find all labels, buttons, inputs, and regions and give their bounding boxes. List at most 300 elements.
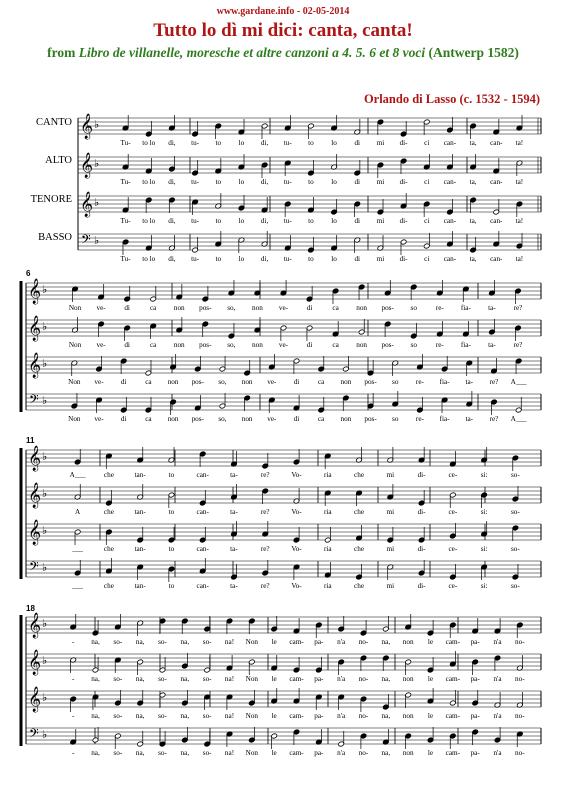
lyric-syllable: ta- [488, 341, 496, 349]
flat-key-signature-icon: ♭ [94, 235, 100, 247]
lyric-syllable: Non [245, 712, 259, 720]
lyric-syllable: no- [515, 749, 525, 757]
lyric-syllable: ve- [94, 378, 104, 386]
voice-name-canto: CANTO [36, 117, 72, 128]
lyric-syllable: ta, [469, 178, 477, 186]
lyric-syllable: di- [399, 178, 408, 186]
lyric-syllable: - [71, 675, 75, 683]
lyric-syllable: pa- [314, 712, 324, 720]
lyric-syllable: pa- [314, 749, 324, 757]
lyric-syllable: non [356, 304, 368, 312]
lyric-syllable: can- [443, 139, 457, 147]
lyric-syllable: cam- [445, 675, 461, 683]
lyric-syllable: che [103, 545, 114, 553]
lyric-syllable: Tu- [120, 255, 131, 263]
lyric-syllable: ce- [448, 508, 458, 516]
lyric-syllable: di, [260, 217, 269, 225]
lyric-syllable: ta! [515, 217, 524, 225]
lyric-syllable: Non [245, 749, 259, 757]
lyric-syllable: ve- [96, 304, 106, 312]
lyric-syllable: che [103, 508, 114, 516]
lyric-syllable: ve- [267, 415, 277, 423]
lyric-syllable: so, [218, 378, 227, 386]
lyric-syllable: ca [149, 341, 157, 349]
lyric-syllable: can- [196, 508, 209, 516]
lyric-syllable: ca [145, 415, 152, 423]
lyric-syllable: non [167, 378, 179, 386]
lyric-syllable: so, [218, 415, 227, 423]
lyric-syllable: si: [480, 508, 488, 516]
lyric-syllable: Vo- [291, 582, 302, 590]
lyric-syllable: Tu- [120, 217, 131, 225]
lyric-syllable: pos- [199, 304, 212, 312]
lyric-syllable: di, [260, 178, 269, 186]
treble-clef-icon: 𝄞 [28, 649, 42, 674]
lyric-syllable: to [308, 139, 314, 147]
lyric-syllable: pa- [470, 638, 480, 646]
lyric-syllable: Vo- [291, 471, 302, 479]
lyric-syllable: na, [180, 638, 190, 646]
flat-key-signature-icon: ♭ [42, 525, 48, 537]
lyric-syllable: non [173, 341, 185, 349]
lyric-syllable: ci [424, 139, 430, 147]
lyric-syllable: ta, [469, 255, 477, 263]
lyric-syllable: na, [91, 638, 100, 646]
lyric-syllable: Tu- [120, 178, 131, 186]
lyric-syllable: to [308, 178, 314, 186]
lyric-syllable: di- [417, 545, 426, 553]
lyric-syllable: di, [168, 178, 176, 186]
lyric-syllable: non [402, 675, 414, 683]
flat-key-signature-icon: ♭ [94, 197, 100, 209]
lyric-syllable: tan- [134, 545, 146, 553]
lyric-syllable: cam- [445, 712, 461, 720]
lyric-syllable: na, [91, 749, 100, 757]
lyric-syllable: n'a [337, 749, 346, 757]
lyric-syllable: lo [331, 255, 337, 263]
lyric-syllable: mi [376, 217, 385, 225]
lyric-syllable: na, [91, 675, 100, 683]
lyric-syllable: ta- [230, 471, 238, 479]
lyric-syllable: Non [68, 341, 82, 349]
lyric-syllable: pa- [470, 675, 480, 683]
lyric-syllable: to lo [142, 178, 156, 186]
lyric-syllable: n'a [337, 675, 346, 683]
lyric-syllable: pos- [381, 341, 394, 349]
lyric-syllable: to [168, 545, 175, 553]
subtitle-prefix: from [47, 45, 79, 60]
lyric-syllable: no- [358, 749, 369, 757]
lyric-syllable: lo [238, 255, 245, 263]
lyric-syllable: re- [435, 341, 444, 349]
lyric-syllable: can- [196, 471, 209, 479]
lyric-syllable: di [124, 304, 130, 312]
lyric-syllable: ca [145, 378, 152, 386]
treble-clef-icon: 𝄞 [28, 445, 42, 470]
flat-key-signature-icon: ♭ [42, 618, 48, 630]
lyric-syllable: re- [435, 304, 444, 312]
lyric-syllable: A [75, 508, 81, 516]
lyric-syllable: di- [417, 582, 426, 590]
lyric-syllable: tu- [283, 139, 292, 147]
lyric-syllable: so- [158, 712, 167, 720]
lyric-syllable: so [410, 304, 417, 312]
lyric-syllable: di- [399, 139, 408, 147]
lyric-syllable: ta, [469, 217, 477, 225]
lyric-syllable: so- [113, 675, 123, 683]
lyric-syllable: fia- [439, 415, 450, 423]
voice-name-alto: ALTO [45, 155, 72, 166]
lyric-syllable: Non [68, 378, 81, 386]
lyric-syllable: ta- [230, 545, 238, 553]
lyric-syllable: mi [386, 582, 395, 590]
lyric-syllable: so [410, 341, 417, 349]
lyric-syllable: non [252, 304, 263, 312]
lyric-syllable: di, [168, 217, 176, 225]
lyric-syllable: to [308, 217, 314, 225]
lyric-syllable: so- [202, 675, 212, 683]
lyric-syllable: - [71, 749, 75, 757]
lyric-syllable: tan- [134, 508, 146, 516]
lyric-syllable: re? [260, 582, 270, 590]
lyric-syllable: tu- [283, 217, 292, 225]
lyric-syllable: lo [238, 139, 245, 147]
lyric-syllable: n'a [337, 638, 346, 646]
lyric-syllable: non [402, 638, 414, 646]
lyric-syllable: na! [224, 638, 235, 646]
lyric-syllable: non [167, 415, 179, 423]
lyric-syllable: no- [515, 675, 525, 683]
lyric-syllable: can- [443, 217, 457, 225]
lyric-syllable: n'a [493, 749, 502, 757]
lyric-syllable: re? [489, 378, 499, 386]
lyric-syllable: na! [224, 749, 235, 757]
lyric-syllable: na, [381, 749, 391, 757]
lyric-syllable: ce- [448, 582, 458, 590]
lyric-syllable: na, [381, 712, 391, 720]
lyric-syllable: di- [417, 508, 426, 516]
lyric-syllable: ta! [515, 178, 524, 186]
lyric-syllable: pa- [470, 749, 480, 757]
lyric-syllable: ta- [488, 304, 496, 312]
lyric-syllable: non [340, 378, 352, 386]
lyric-syllable: tu- [283, 178, 292, 186]
lyric-syllable: na, [91, 712, 100, 720]
lyric-syllable: cam- [445, 638, 461, 646]
lyric-syllable: no- [358, 638, 369, 646]
lyric-syllable: non [252, 341, 263, 349]
lyric-syllable: so- [113, 712, 123, 720]
treble-clef-icon: 𝄞 [28, 315, 42, 340]
lyric-syllable: Non [68, 415, 81, 423]
lyric-syllable: cam- [289, 712, 304, 720]
lyric-syllable: mi [376, 139, 385, 147]
flat-key-signature-icon: ♭ [42, 451, 48, 463]
lyric-syllable: ci [424, 217, 430, 225]
lyric-syllable: to [215, 139, 222, 147]
lyric-syllable: to [308, 255, 314, 263]
lyric-syllable: ve- [278, 304, 289, 312]
lyric-syllable: tu- [283, 255, 292, 263]
voice-name-basso: BASSO [38, 232, 72, 243]
lyric-syllable: si: [480, 545, 488, 553]
lyric-syllable: n'a [493, 675, 502, 683]
lyric-syllable: ca [317, 378, 325, 386]
bass-clef-icon: 𝄢 [29, 394, 39, 410]
lyric-syllable: di- [399, 255, 408, 263]
voice-name-tenore: TENORE [30, 194, 72, 205]
flat-key-signature-icon: ♭ [42, 321, 48, 333]
lyric-syllable: pos- [381, 304, 394, 312]
lyric-syllable: re- [415, 415, 424, 423]
lyric-syllable: can- [196, 582, 209, 590]
lyric-syllable: che [354, 545, 365, 553]
lyric-syllable: to [215, 255, 222, 263]
lyric-syllable: n'a [493, 638, 502, 646]
lyric-syllable: che [103, 471, 114, 479]
flat-key-signature-icon: ♭ [42, 284, 48, 296]
lyric-syllable: tan- [134, 471, 146, 479]
lyric-syllable: ve- [267, 378, 277, 386]
flat-key-signature-icon: ♭ [42, 488, 48, 500]
lyric-syllable: le [271, 712, 277, 720]
lyric-syllable: so- [202, 638, 212, 646]
lyric-syllable: so [392, 415, 399, 423]
lyric-syllable: so- [158, 638, 167, 646]
lyric-syllable: n'a [493, 712, 502, 720]
lyric-syllable: so, [227, 341, 236, 349]
lyric-syllable: si: [480, 471, 488, 479]
lyric-syllable: ta- [465, 415, 474, 423]
lyric-syllable: ca [332, 341, 339, 349]
lyric-syllable: pa- [470, 712, 480, 720]
flat-key-signature-icon: ♭ [42, 729, 48, 741]
lyric-syllable: Non [245, 638, 259, 646]
lyric-syllable: di- [399, 217, 408, 225]
lyric-syllable: pa- [314, 638, 324, 646]
lyric-syllable: na, [180, 749, 190, 757]
lyric-syllable: re? [489, 415, 499, 423]
lyric-syllable: mi [386, 545, 395, 553]
lyric-syllable: so- [158, 749, 167, 757]
lyric-syllable: so, [227, 304, 236, 312]
lyric-syllable: Tu- [120, 139, 131, 147]
lyric-syllable: re- [415, 378, 424, 386]
lyric-syllable: to [215, 178, 222, 186]
lyric-syllable: to lo [142, 139, 156, 147]
lyric-syllable: - [71, 638, 75, 646]
lyric-syllable: no- [358, 675, 369, 683]
lyric-syllable: A___ [510, 415, 527, 423]
lyric-syllable: tu- [191, 255, 200, 263]
lyric-syllable: ce- [448, 471, 458, 479]
lyric-syllable: n'a [337, 712, 346, 720]
lyric-syllable: che [354, 471, 365, 479]
lyric-syllable: cam- [445, 749, 461, 757]
bass-clef-icon: 𝄢 [81, 234, 91, 250]
lyric-syllable: mi [376, 255, 385, 263]
flat-key-signature-icon: ♭ [42, 358, 48, 370]
subtitle-book-title: Libro de villanelle, moresche et altre canzoni a 4. 5. 6 et 8 voci [78, 45, 426, 60]
lyric-syllable: non [402, 712, 414, 720]
lyric-syllable: na, [381, 675, 391, 683]
lyric-syllable: so- [113, 638, 123, 646]
lyric-syllable: ca [149, 304, 157, 312]
lyric-syllable: pos- [364, 378, 377, 386]
flat-key-signature-icon: ♭ [42, 692, 48, 704]
website-date: www.gardane.info - 02-05-2014 [216, 6, 350, 17]
lyric-syllable: na, [135, 675, 145, 683]
lyric-syllable: ta- [465, 378, 474, 386]
lyric-syllable: ria [323, 582, 332, 590]
lyric-syllable: no- [515, 712, 525, 720]
lyric-syllable: di, [168, 255, 176, 263]
lyric-syllable: to lo [142, 217, 156, 225]
lyric-syllable: ce- [448, 545, 458, 553]
lyric-syllable: di [306, 304, 313, 312]
lyric-syllable: ria [323, 508, 332, 516]
lyric-syllable: mi [386, 508, 395, 516]
lyric-syllable: to [168, 471, 175, 479]
lyric-syllable: ta, [469, 139, 477, 147]
lyric-syllable: so [392, 378, 399, 386]
lyric-syllable: non [241, 415, 253, 423]
lyric-syllable: ria [323, 471, 332, 479]
lyric-syllable: le [427, 638, 434, 646]
lyric-syllable: tu- [191, 217, 200, 225]
lyric-syllable: lo [331, 139, 337, 147]
lyric-syllable: ca [317, 415, 325, 423]
lyric-syllable: lo [238, 217, 245, 225]
lyric-syllable: le [271, 749, 277, 757]
lyric-syllable: so- [510, 508, 520, 516]
treble-clef-icon: 𝄞 [80, 152, 94, 177]
lyric-syllable: to lo [142, 255, 156, 263]
lyric-syllable: Vo- [291, 545, 302, 553]
lyric-syllable: ve- [278, 341, 289, 349]
lyric-syllable: di [354, 139, 361, 147]
lyric-syllable: ci [424, 178, 430, 186]
lyric-syllable: ta- [230, 582, 238, 590]
lyric-syllable: pos- [191, 378, 204, 386]
lyric-syllable: ve- [94, 415, 104, 423]
lyric-syllable: can- [443, 178, 457, 186]
lyric-syllable: so- [510, 582, 520, 590]
lyric-syllable: na, [135, 749, 145, 757]
flat-key-signature-icon: ♭ [42, 562, 48, 574]
treble-clef-icon: 𝄞 [80, 113, 94, 138]
lyric-syllable: tan- [134, 582, 146, 590]
treble-clef-icon: 𝄞 [28, 519, 42, 544]
lyric-syllable: che [354, 582, 365, 590]
lyric-syllable: fia- [460, 304, 471, 312]
lyric-syllable: mi [386, 471, 395, 479]
lyric-syllable: di [306, 341, 313, 349]
lyric-syllable: re? [260, 508, 270, 516]
lyric-syllable: re? [513, 341, 523, 349]
treble-clef-icon: 𝄞 [28, 352, 42, 377]
lyric-syllable: cam- [289, 638, 304, 646]
lyric-syllable: so- [202, 749, 212, 757]
lyric-syllable: di [354, 255, 361, 263]
lyric-syllable: so- [113, 749, 123, 757]
lyric-syllable: re? [513, 304, 523, 312]
flat-key-signature-icon: ♭ [94, 119, 100, 131]
lyric-syllable: le [427, 675, 434, 683]
lyric-syllable: can- [490, 217, 503, 225]
lyric-syllable: si: [480, 582, 488, 590]
bass-clef-icon: 𝄢 [29, 728, 39, 744]
flat-key-signature-icon: ♭ [42, 655, 48, 667]
lyric-syllable: fia- [460, 341, 471, 349]
lyric-syllable: pos- [191, 415, 204, 423]
lyric-syllable: di [120, 415, 127, 423]
lyric-syllable: tu- [191, 139, 200, 147]
lyric-syllable: so- [202, 712, 212, 720]
lyric-syllable: le [271, 638, 277, 646]
lyric-syllable: di [293, 378, 300, 386]
lyric-syllable: di- [417, 471, 426, 479]
lyric-syllable: ta- [230, 508, 238, 516]
lyric-syllable: non [173, 304, 185, 312]
subtitle-suffix: (Antwerp 1582) [425, 45, 519, 60]
lyric-syllable: ca [332, 304, 339, 312]
lyric-syllable: Non [245, 675, 259, 683]
treble-clef-icon: 𝄞 [28, 482, 42, 507]
lyric-syllable: lo [331, 178, 337, 186]
lyric-syllable: na, [180, 675, 190, 683]
measure-number-11: 11 [26, 436, 35, 445]
lyric-syllable: so- [510, 545, 520, 553]
lyric-syllable: na, [135, 638, 145, 646]
lyric-syllable: di [354, 178, 361, 186]
lyric-syllable: ___ [72, 582, 84, 590]
lyric-syllable: le [427, 712, 434, 720]
lyric-syllable: cam- [289, 749, 304, 757]
lyric-syllable: pos- [364, 415, 377, 423]
lyric-syllable: non [356, 341, 368, 349]
lyric-syllable: non [340, 415, 352, 423]
lyric-syllable: pa- [314, 675, 324, 683]
lyric-syllable: ta! [515, 255, 524, 263]
piece-title: Tutto lo dì mi dici: canta, canta! [153, 20, 413, 41]
lyric-syllable: ci [424, 255, 430, 263]
lyric-syllable: na, [180, 712, 190, 720]
lyric-syllable: na! [224, 675, 235, 683]
treble-clef-icon: 𝄞 [28, 612, 42, 637]
lyric-syllable: - [71, 712, 75, 720]
measure-number-18: 18 [26, 604, 35, 613]
lyric-syllable: re? [260, 471, 270, 479]
lyric-syllable: fia- [439, 378, 450, 386]
lyric-syllable: so- [510, 471, 520, 479]
lyric-syllable: di [120, 378, 127, 386]
lyric-syllable: no- [515, 638, 525, 646]
lyric-syllable: na! [224, 712, 235, 720]
lyric-syllable: di, [260, 255, 269, 263]
treble-clef-icon: 𝄞 [80, 191, 94, 216]
flat-key-signature-icon: ♭ [42, 395, 48, 407]
lyric-syllable: di [354, 217, 361, 225]
lyric-syllable: lo [238, 178, 245, 186]
lyric-syllable: di, [260, 139, 269, 147]
lyric-syllable: le [271, 675, 277, 683]
lyric-syllable: tu- [191, 178, 200, 186]
lyric-syllable: non [241, 378, 253, 386]
lyric-syllable: pos- [199, 341, 212, 349]
composer-credit: Orlando di Lasso (c. 1532 - 1594) [363, 92, 540, 106]
lyric-syllable: cam- [289, 675, 304, 683]
